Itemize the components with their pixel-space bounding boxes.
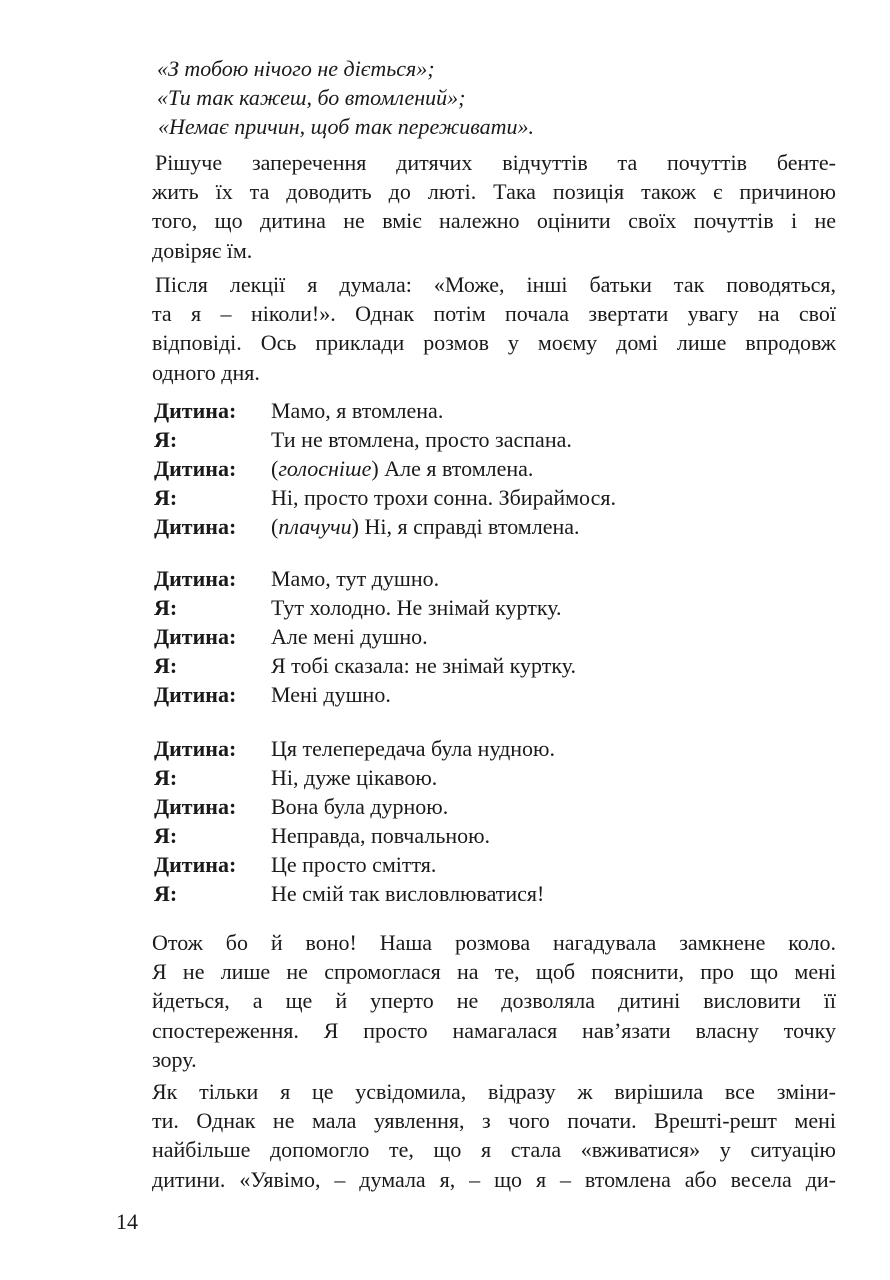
dialogue-row bbox=[154, 881, 844, 910]
utterance: (голосніше) Але я втомлена. bbox=[271, 456, 534, 481]
quote-line: «Ти так кажеш, бо втомлений»; bbox=[157, 85, 466, 110]
dialogue-row bbox=[154, 653, 844, 682]
dialogue-row bbox=[154, 485, 844, 514]
utterance: Ні, дуже цікавою. bbox=[271, 765, 438, 790]
speaker: Я: bbox=[154, 823, 178, 848]
text-line: того, що дитина не вміє належно оцінити своїх почуттів і не bbox=[152, 208, 836, 234]
text-line: дитини. «Уявімо, – думала я, – що я – втомлена або весела ди- bbox=[152, 1166, 836, 1192]
text-line: Після лекції я думала: «Може, інші батьки так поводяться, bbox=[155, 272, 836, 297]
stage-remark: голосніше bbox=[278, 456, 372, 481]
dialogue-row bbox=[154, 514, 844, 543]
speaker: Дитина: bbox=[154, 624, 237, 649]
dialogue-row bbox=[154, 794, 844, 823]
utterance: Ні, просто трохи сонна. Збираймося. bbox=[271, 485, 616, 510]
dialogue-3 bbox=[154, 736, 844, 910]
utterance: Але мені душно. bbox=[271, 624, 428, 649]
text-line: одного дня. bbox=[152, 359, 260, 385]
utterance: Вона була дурною. bbox=[271, 794, 449, 819]
speaker: Я: bbox=[154, 653, 178, 678]
utterance: Мені душно. bbox=[271, 682, 391, 707]
speaker: Дитина: bbox=[154, 794, 237, 819]
text-line: зору. bbox=[152, 1046, 197, 1072]
utterance: Мамо, я втомлена. bbox=[271, 398, 444, 423]
text-line: Як тільки я це усвідомила, відразу ж вирішила все зміни- bbox=[152, 1079, 836, 1104]
dialogue-1 bbox=[154, 398, 844, 543]
paragraph-3 bbox=[152, 928, 836, 1074]
page-number: 14 bbox=[116, 1209, 138, 1234]
speaker: Дитина: bbox=[154, 456, 237, 481]
utterance: Не смій так висловлюватися! bbox=[271, 881, 545, 906]
paragraph-2 bbox=[152, 270, 836, 387]
utterance: Ти не втомлена, просто заспана. bbox=[271, 427, 572, 452]
text-line: ти. Однак не мала уявлення, з чого почати. Врешті-решт мені bbox=[152, 1108, 836, 1134]
utterance: Мамо, тут душно. bbox=[271, 566, 440, 591]
dialogue-row bbox=[154, 823, 844, 852]
utterance-text: Ні, я справді втомлена. bbox=[364, 514, 580, 539]
dialogue-row bbox=[154, 852, 844, 881]
quote-line: «З тобою нічого не діється»; bbox=[157, 56, 435, 81]
utterance: Тут холодно. Не знімай куртку. bbox=[271, 595, 562, 620]
utterance: Ця телепередача була нудною. bbox=[271, 736, 555, 761]
dialogue-row bbox=[154, 624, 844, 653]
speaker: Я: bbox=[154, 485, 178, 510]
paragraph-4 bbox=[152, 1077, 836, 1194]
dialogue-row bbox=[154, 427, 844, 456]
text-line: Рішуче заперечення дитячих відчуттів та почуттів бенте- bbox=[155, 150, 836, 175]
quote-list bbox=[157, 54, 534, 141]
speaker: Дитина: bbox=[154, 736, 237, 761]
speaker: Я: bbox=[154, 881, 178, 906]
speaker: Дитина: bbox=[154, 514, 237, 539]
text-line: йдеться, а ще й уперто не дозволяла дитині висловити її bbox=[152, 988, 836, 1014]
speaker: Я: bbox=[154, 427, 178, 452]
dialogue-row bbox=[154, 398, 844, 427]
dialogue-row bbox=[154, 456, 844, 485]
text-line: довіряє їм. bbox=[152, 237, 253, 263]
dialogue-row bbox=[154, 566, 844, 595]
text-line: та я – ніколи!». Однак потім почала звертати увагу на свої bbox=[152, 301, 836, 327]
utterance: (плачучи) Ні, я справді втомлена. bbox=[271, 514, 580, 539]
paragraph-1 bbox=[152, 148, 836, 265]
text-line: жить їх та доводить до люті. Така позиція також є причиною bbox=[152, 179, 836, 205]
quote-line: «Немає причин, щоб так переживати». bbox=[158, 114, 534, 139]
text-line: Отож бо й воно! Наша розмова нагадувала замкнене коло. bbox=[152, 930, 836, 955]
text-line: відповіді. Ось приклади розмов у моєму домі лише впродовж bbox=[152, 330, 836, 356]
utterance: Я тобі сказала: не знімай куртку. bbox=[271, 653, 576, 678]
dialogue-row bbox=[154, 736, 844, 765]
dialogue-2 bbox=[154, 566, 844, 711]
utterance-text: Але я втомлена. bbox=[384, 456, 534, 481]
speaker: Я: bbox=[154, 765, 178, 790]
speaker: Дитина: bbox=[154, 682, 237, 707]
speaker: Я: bbox=[154, 595, 178, 620]
utterance: Це просто сміття. bbox=[271, 852, 437, 877]
dialogue-row bbox=[154, 682, 844, 711]
text-line: спостереження. Я просто намагалася нав’язати власну точку bbox=[152, 1017, 836, 1043]
stage-remark: плачучи bbox=[278, 514, 352, 539]
speaker: Дитина: bbox=[154, 566, 237, 591]
speaker: Дитина: bbox=[154, 398, 237, 423]
text-line: найбільше допомогло те, що я стала «вживатися» у ситуацію bbox=[152, 1137, 836, 1163]
speaker: Дитина: bbox=[154, 852, 237, 877]
utterance: Неправда, повчальною. bbox=[271, 823, 491, 848]
dialogue-row bbox=[154, 765, 844, 794]
text-line: Я не лише не спромоглася на те, щоб пояснити, про що мені bbox=[152, 959, 836, 985]
dialogue-row bbox=[154, 595, 844, 624]
